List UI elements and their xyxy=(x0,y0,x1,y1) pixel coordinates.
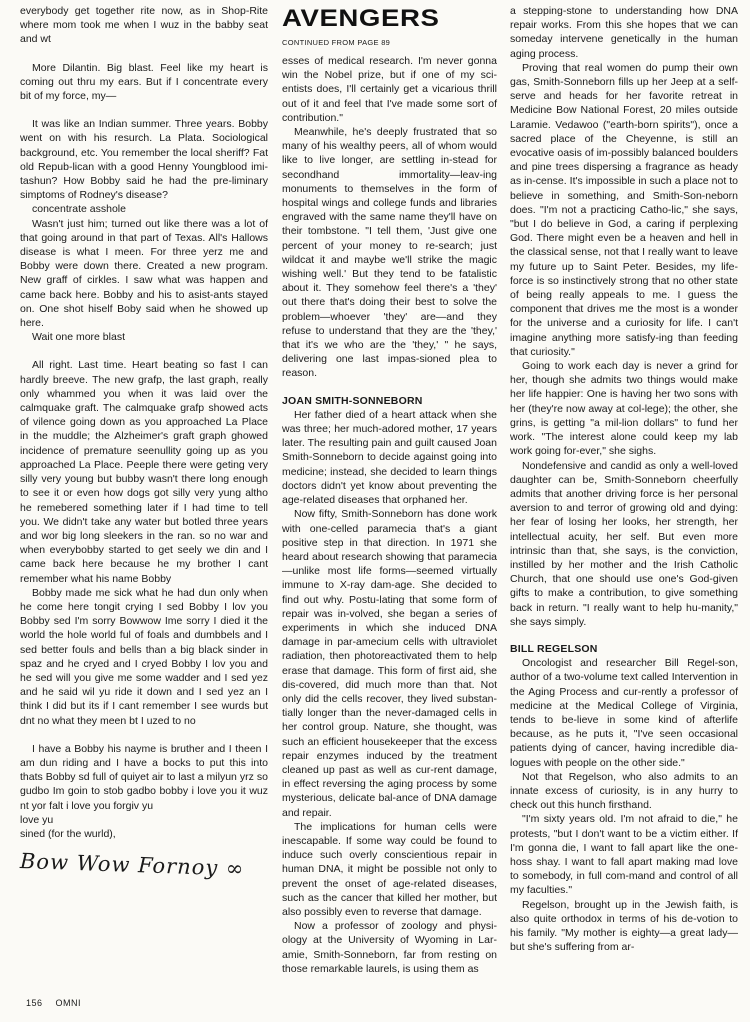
paragraph: All right. Last time. Heart beating so fast I can hardly breeve. The new grafp, the last graph, really only whammed you when it was laid over the calmquake graft. The calmquake grafp showed acts of vilence going down as you approached La Place in the muddle; the Alzheimer's graft graph ghowed incidence of premature seenullity going up as you approached La Place. Peeple there were geting very silly very young but bubby wasn't there long enough to see it or even how dogs got silly very yung altho he remebered something later if I had time to tell you. We didn't take any water but botled three years and wor big long sleekers in the ran. so no war and when everybobby started to get seely we din and I came back here because he my brother I cant remember what his name Bobby xyxy=(20,359,268,585)
paragraph: Wait one more blast xyxy=(32,331,125,344)
paragraph: Oncologist and researcher Bill Regel-son, author of a two-volume text called Intervention in the Aging Process and cur-rently a professor of medicine at the Medical College of Virginia, tends to be-lieve in some kind of afterlife because, as he puts it, "I've seen occasional patients dying of cancer, having incredible dia-logues with people on the other side." xyxy=(510,657,738,769)
paragraph: Her father died of a heart attack when she was three; her much-adored mother, 17 years later. The resulting pain and guilt caused Joan Smith-Sonneborn to decide against going into medicine; instead, she decided to learn things doctors didn't yet know about preventing the age-related diseases that orphaned her. xyxy=(282,408,497,507)
paragraph: Bobby made me sick what he had dun only when he come here tongit crying I sed Bobby I lov you Bobby sed I'm sorry Bowwow Ime sorry I died it the world the hole world ful of foals and dumbbels and I sed better fouls and bells than a big black sinder in spaz and he cryed and I cryed Bobby I lov you and he sed will you give me some wadder and I sed yez and he said wil yu ride it down and I sed yez an I think I did but its if I cant remember I see wurds but dnt no what they meen bt I uzed to no xyxy=(20,586,268,727)
continued-note: CONTINUED FROM PAGE 89 xyxy=(282,38,391,47)
paragraph: Meanwhile, he's deeply frustrated that so many of his wealthy peers, all of whom would like to live longer, are settling in-stead for secondhand immortality—leav-ing monuments to themselves in the form of hospital wings and college funds and libraries engraved with the same name they'll have on their tombstone. "I tell them, 'Just give one percent of your money to re-search; just wildcat it and maybe we'll strike the magic wishing well.' But they tend to be fatalistic about it. They somehow feel there's a 'they' out there that's doing their best to solve the problem—whoever 'they' are—and they refuse to understand that they are the 'they,' that it's we who are the 'they,' " he says, delivering one last impas-sioned plea to reason. xyxy=(282,126,497,380)
paragraph: love yu xyxy=(20,813,54,826)
paragraph: Regelson, brought up in the Jewish faith, is also quite orthodox in terms of his de-votion to his family. "My mother is eighty—a great lady—but she's suffering from ar- xyxy=(510,898,738,954)
paragraph: Now fifty, Smith-Sonneborn has done work with one-celled paramecia that's a giant positive step in that direction. In 1971 she heard about research showing that paramecia—unlike most life forms—seemed virtually immune to X-ray dam-age. She decided to find out why. Postu-lating that some form of repair was in-volved, she began a series of experiments in which she induced DNA damage in par-amecium cells with ultraviolet radiation, then photoreactivated them to help erase that damage. This form of first aid, she dis-covered, did much more than that. Not only did the cells recover, they lived substan-tially longer than the never-damaged cells in her control group. Nature, she thought, was such an efficient housekeeper that the excess repair enzymes induced by the treatment cleaned up past as well as cur-rent damage, in effect reversing the aging process by some mysterious, delicate bal-ance of DNA damage and repair. xyxy=(282,508,497,819)
paragraph: esses of medical research. I'm never gonna win the Nobel prize, but if one of my sci-entists does, I'll certainly get a vicarious thrill out of it and feel that I've made some sort of contribution." xyxy=(282,55,497,124)
paragraph: "I'm sixty years old. I'm not afraid to die," he protests, "but I don't want to be a victim either. If I'm gonna die, I want to fall apart like the one-hoss shay. I want to fall apart making mad love to somebody, in full com-mand and control of all my faculties." xyxy=(510,813,738,897)
paragraph: More Dilantin. Big blast. Feel like my heart is coming out thru my ears. But if I concentrate every bit of my force, my— xyxy=(20,61,268,103)
middle-column xyxy=(282,4,497,976)
right-column xyxy=(510,4,738,954)
page-number: 156 xyxy=(26,998,43,1008)
paragraph: Wasn't just him; turned out like there was a lot of that going around in that part of Texas. All's Hallows disease is what I meen. For three yerz me and Bobby were down there. Created a new program. New graff of cirkles. I saw what was happen and came back here. Bobby and his to asist-ants stayed on. One shot hiself Boby said when he showed up here. xyxy=(20,217,268,330)
paragraph: Proving that real women do pump their own gas, Smith-Sonneborn fills up her Jeep at a self-serve and heads for her favorite retreat in Medicine Bow National Forest, 20 miles outside Laramie. Vedawoo ("earth-born spirits"), once a sacred place of the Cheyenne, is still an evocative oasis of im-possibly balanced boulders and pine trees dispersing a fragrance as heady as in-cense. It's impossible in such a place not to believe in something, and Smith-Son-neborn does. "I'm not a practicing Catho-lic," she says, "but I do believe in God, a caring if perplexing God. There might even be a heaven and hell in the classical sense, not that I really want to leave my future up to Saint Peter. Besides, my life-force is so instinctively strong that no other state of being really appeals to me. I guess the component that drives me the most is a wonder for the universe and a curiosity for life. I can't imagine anything more satisfy-ing than feeding that curiosity." xyxy=(510,61,738,358)
paragraph: a stepping-stone to understanding how DNA repair works. From this she hopes that we can someday intervene genetically in the human aging process. xyxy=(510,5,738,60)
magazine-name: OMNI xyxy=(55,998,82,1008)
page-footer xyxy=(26,998,91,1008)
paragraph: Going to work each day is never a grind for her, though she admits two things would make her life happier: One is having her two sons with her (they're now away at col-lege); the other, she grins, is getting "a mil-lion dollars" to fund her work. "The interest alone could keep my lab work going for-ever," she sighs. xyxy=(510,360,738,458)
paragraph: The implications for human cells were inescapable. If some way could be found to induce such overly conscientious repair in human DNA, it might be possible not only to prevent the onset of age-related diseases, such as the cancer that killed her mother, but also possibly even to reverse that damage. xyxy=(282,820,497,918)
paragraph: everybody get together rite now, as in Shop-Rite where mom took me when I wuz in the babby seat and wt xyxy=(20,5,268,46)
section-heading: JOAN SMITH-SONNEBORN xyxy=(282,394,423,407)
handwritten-signature: Bow Wow Fornoy ∞ xyxy=(19,849,245,881)
section-heading: BILL REGELSON xyxy=(510,642,598,655)
paragraph: concentrate asshole xyxy=(32,203,126,216)
paragraph: I have a Bobby his nayme is bruther and I theen I am dun riding and I have a bocks to put this into thats Bobby sd full of quiyet air to last a milyun yrz so gudbo Im goin to stob gadbo bobby i love you it wuz nt yor falt i love you forgiv yu xyxy=(20,742,268,812)
paragraph: It was like an Indian summer. Three years. Bobby went on with his resurch. La Plata. Sociological background, etc. You remember the local sheriff? Fat old Repub-lican with a good Henny Youngblood imi-tashun? How Bobby said he had the pre-liminary simptoms of Rodney's disease? xyxy=(20,118,268,202)
left-column xyxy=(19,4,268,881)
paragraph: Nondefensive and candid as only a well-loved daughter can be, Smith-Sonneborn cheerfully admits that another driving force is her personal aversion to and terror of growing old and dying: her fear of losing her looks, her strength, her intellectual acuity, her self. But even more intrinsic than that, she says, is the conviction, instilled by her mother and the Irish Catholic Church, that one should use one's God-given gifts to make a contribution, to give something back in return. "I really want to help hu-manity," she says simply. xyxy=(510,459,738,628)
paragraph: Not that Regelson, who also admits to an innate excess of curiosity, is in any hurry to check out this hunch firsthand. xyxy=(510,770,738,812)
section-masthead: AVENGERS xyxy=(282,5,440,32)
paragraph: sined (for the wurld), xyxy=(20,827,116,840)
paragraph: Now a professor of zoology and physi-ology at the University of Wyoming in Lar-amie, Smith-Sonneborn, far from resting on those remarkable laurels, is using them as xyxy=(282,920,497,975)
